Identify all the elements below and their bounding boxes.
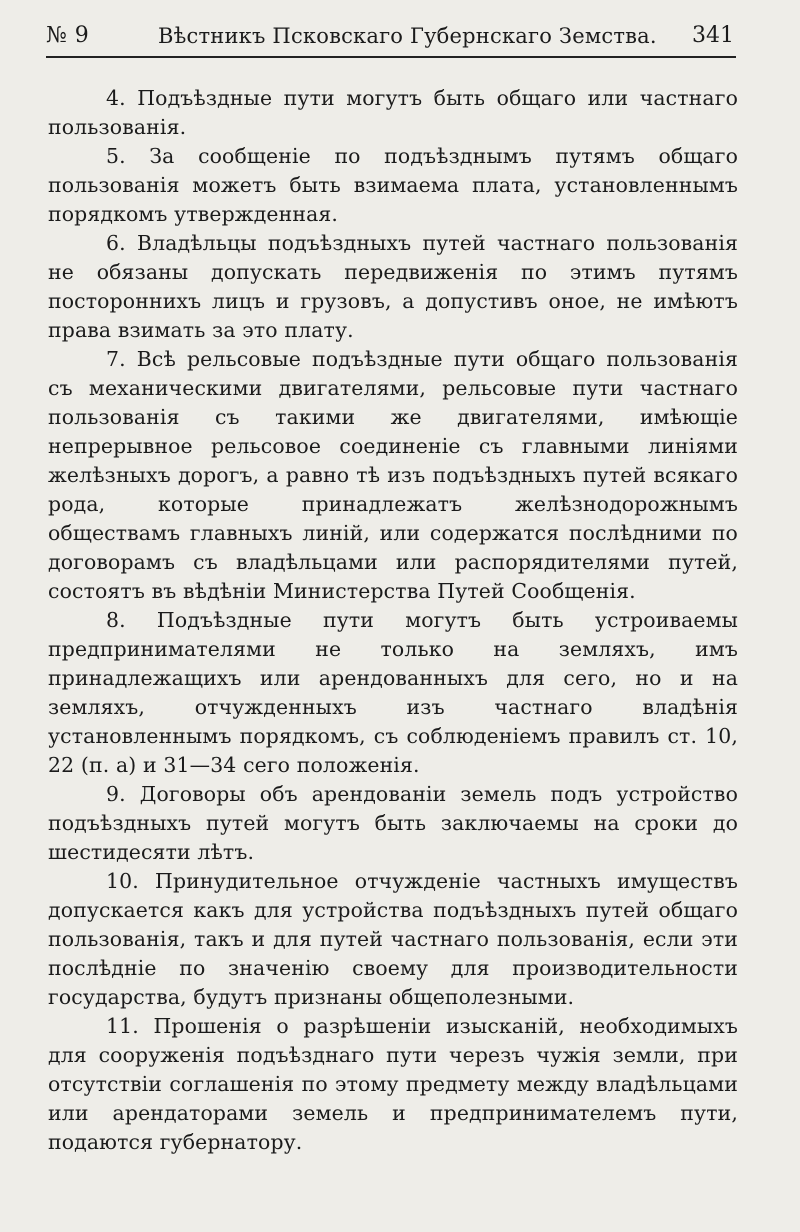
- running-header: [46, 18, 736, 58]
- paragraph-4: 4. Подъѣздные пути могутъ быть общаго или частнаго пользованія.: [48, 86, 738, 139]
- journal-title: Вѣстникъ Псковскаго Губернскаго Земства.: [158, 24, 657, 48]
- paragraph-9: 9. Договоры объ арендованіи земель подъ устройство подъѣздныхъ путей могутъ быть заключаемы на сроки до шестидесяти лѣтъ.: [48, 782, 738, 864]
- paragraph-11: 11. Прошенія о разрѣшеніи изысканій, необходимыхъ для сооруженія подъѣзднаго пути черезъ чужія земли, при отсутствіи соглашенія по этому предмету между владѣльцами или арендаторами земель и предпринимателемъ пути, подаются губернатору.: [48, 1014, 738, 1154]
- paragraph-7: 7. Всѣ рельсовые подъѣздные пути общаго пользованія съ механическими двигателями, рельсовые пути частнаго пользованія съ такими же двигателями, имѣющіе непрерывное рельсовое соединеніе съ главными линіями желѣзныхъ дорогъ, а равно тѣ изъ подъѣздныхъ путей всякаго рода, которые принадлежатъ желѣзнодорожнымъ обществамъ главныхъ линій, или содержатся послѣдними по договорамъ съ владѣльцами или распорядителями путей, состоятъ въ вѣдѣніи Министерства Путей Сообщенія.: [48, 347, 738, 603]
- paragraph-8: 8. Подъѣздные пути могутъ быть устроиваемы предпринимателями не только на земляхъ, имъ принадлежащихъ или арендованныхъ для сего, но и на земляхъ, отчужденныхъ изъ частнаго владѣнія установленнымъ порядкомъ, съ соблюденіемъ правилъ ст. 10, 22 (п. а) и 31—34 сего положенія.: [48, 608, 738, 777]
- article-body: [48, 84, 738, 1157]
- issue-number: № 9: [46, 23, 90, 48]
- paragraph-10: 10. Принудительное отчужденіе частныхъ имуществъ допускается какъ для устройства подъѣздныхъ путей общаго пользованія, такъ и для путей частнаго пользованія, если эти послѣдніе по значенію своему для производительности государства, будутъ признаны общеполезными.: [48, 869, 738, 1009]
- paragraph-6: 6. Владѣльцы подъѣздныхъ путей частнаго пользованія не обязаны допускать передвиженія по этимъ путямъ постороннихъ лицъ и грузовъ, а допустивъ оное, не имѣютъ права взимать за это плату.: [48, 231, 738, 342]
- page-number: 341: [692, 23, 734, 48]
- paragraph-5: 5. За сообщеніе по подъѣзднымъ путямъ общаго пользованія можетъ быть взимаема плата, установленнымъ порядкомъ утвержденная.: [48, 144, 738, 226]
